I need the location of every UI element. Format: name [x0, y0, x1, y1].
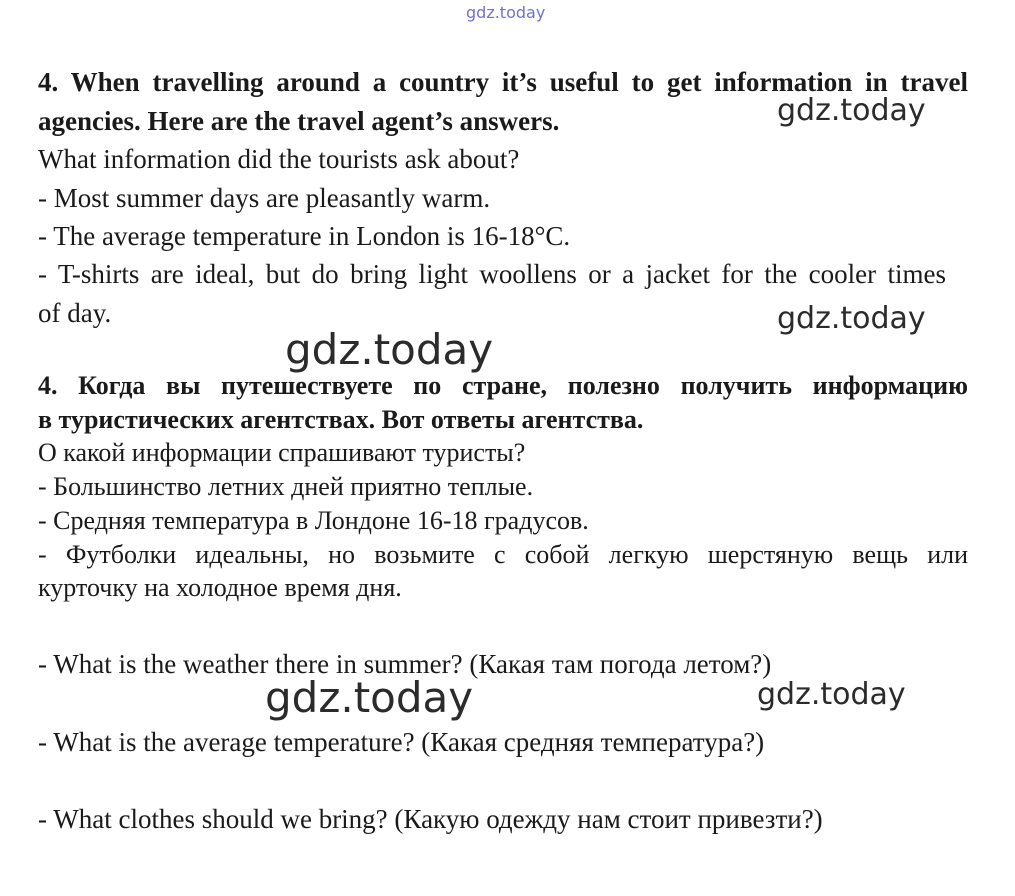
answer-en-3: - T-shirts are ideal, but do bring light woollens or a jacket for the cooler times	[38, 259, 946, 289]
watermark: gdz.today	[777, 301, 926, 336]
question-3: - What clothes should we bring? (Какую одежду нам стоит привезти?)	[38, 804, 823, 834]
watermark: gdz.today	[757, 677, 906, 712]
exercise-title-en-line2: agencies. Here are the travel agent’s answers.	[38, 106, 560, 136]
watermark: gdz.today	[777, 93, 926, 128]
watermark-top: gdz.today	[466, 3, 546, 22]
answer-ru-1: - Большинство летних дней приятно теплые.	[38, 472, 534, 501]
exercise-title-ru-line1: 4. Когда вы путешествуете по стране, полезно получить информацию	[38, 371, 968, 400]
answer-en-3-cont: of day.	[38, 298, 112, 328]
question-ru: О какой информации спрашивают туристы?	[38, 438, 526, 467]
answer-en-1: - Most summer days are pleasantly warm.	[38, 183, 491, 213]
question-1: - What is the weather there in summer? (Какая там погода летом?)	[38, 649, 772, 679]
answer-ru-2: - Средняя температура в Лондоне 16-18 градусов.	[38, 506, 589, 535]
question-2: - What is the average temperature? (Какая средняя температура?)	[38, 727, 765, 757]
exercise-title-ru-line2: в туристических агентствах. Вот ответы агентства.	[38, 405, 644, 434]
answer-ru-3: - Футболки идеальны, но возьмите с собой легкую шерстяную вещь или	[38, 540, 968, 569]
exercise-title-en-line1: 4. When travelling around a country it’s useful to get information in travel	[38, 67, 968, 97]
question-en: What information did the tourists ask about?	[38, 144, 520, 174]
watermark: gdz.today	[265, 673, 474, 722]
watermark: gdz.today	[285, 325, 494, 374]
answer-ru-3-cont: курточку на холодное время дня.	[38, 573, 402, 602]
answer-en-2: - The average temperature in London is 16-18°C.	[38, 221, 571, 251]
